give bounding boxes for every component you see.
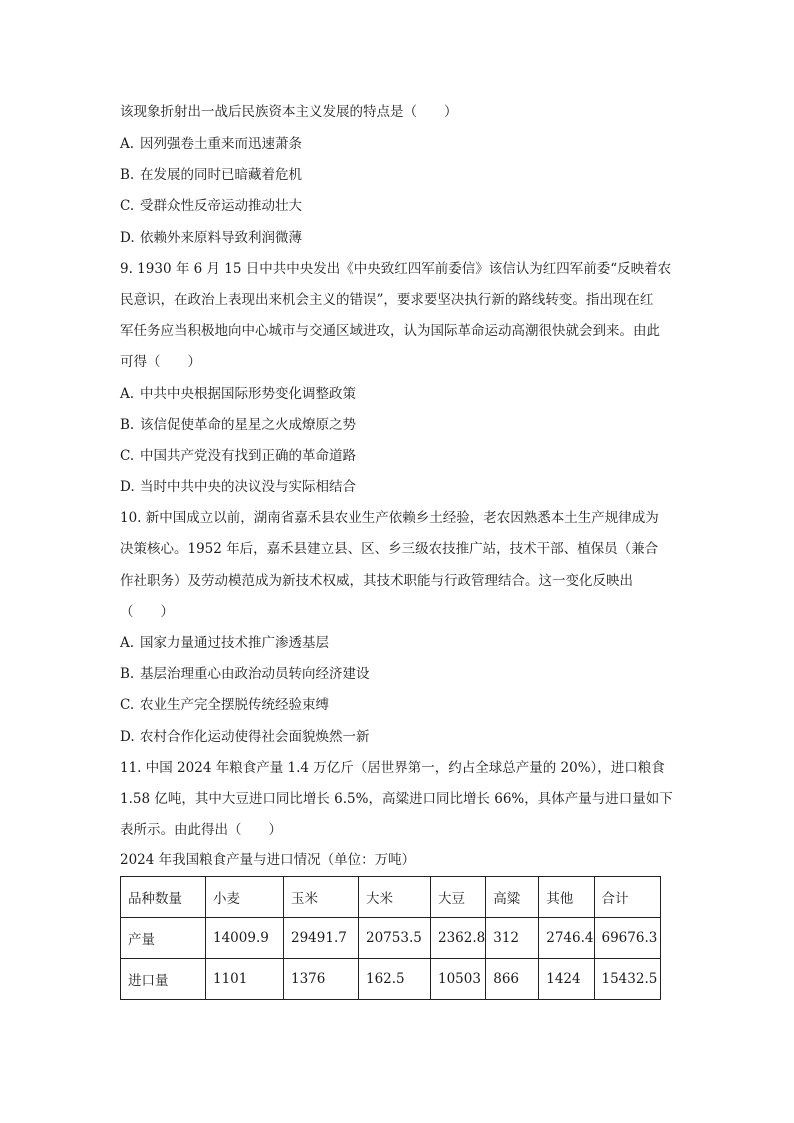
option-text: 依赖外来原料导致利润微薄	[140, 230, 302, 246]
option-text: 该信促使革命的星星之火成燎原之势	[140, 417, 356, 433]
option-letter: B.	[120, 666, 135, 682]
table-cell: 进口量	[121, 959, 206, 1000]
table-cell: 15432.5	[594, 959, 660, 1000]
table-cell: 312	[486, 918, 539, 959]
q9-stem-line: 军任务应当积极地向中心城市与交通区域进攻，认为国际革命运动高潮很快就会到来。由此	[120, 323, 660, 339]
table-cell: 162.5	[359, 959, 431, 1000]
table-header-cell: 高粱	[486, 877, 539, 918]
table-header-cell: 合计	[594, 877, 660, 918]
q9-option-d[interactable]	[120, 477, 356, 497]
table-cell: 10503	[431, 959, 486, 1000]
q8-option-a[interactable]	[120, 134, 302, 154]
table-header-cell: 其他	[539, 877, 594, 918]
q8-option-c[interactable]	[120, 196, 302, 216]
q10-option-c[interactable]	[120, 695, 329, 715]
q9-option-b[interactable]	[120, 415, 356, 435]
q10-stem-line: （ ）	[120, 604, 174, 620]
option-text: 在发展的同时已暗藏着危机	[140, 167, 302, 183]
option-text: 受群众性反帝运动推动壮大	[140, 198, 302, 214]
option-letter: B.	[120, 167, 135, 183]
option-text: 农村合作化运动使得社会面貌焕然一新	[140, 729, 370, 745]
table-cell: 产量	[121, 918, 206, 959]
table-row	[121, 918, 661, 959]
q8-option-d[interactable]	[120, 228, 302, 248]
table-cell: 2362.8	[431, 918, 486, 959]
option-letter: D.	[120, 479, 135, 495]
option-text: 农业生产完全摆脱传统经验束缚	[140, 697, 329, 713]
option-letter: D.	[120, 729, 135, 745]
option-letter: A.	[120, 386, 135, 402]
option-letter: B.	[120, 417, 135, 433]
table-row	[121, 959, 661, 1000]
q10-stem-line: 作社职务）及劳动模范成为新技术权威，其技术职能与行政管理结合。这一变化反映出	[120, 573, 633, 589]
q10-option-d[interactable]	[120, 727, 370, 747]
q10-option-b[interactable]	[120, 664, 370, 684]
q11-stem-line: 1.58 亿吨，其中大豆进口同比增长 6.5%，高粱进口同比增长 66%，具体产量与进口量如下	[120, 791, 673, 807]
option-text: 中共中央根据国际形势变化调整政策	[140, 386, 356, 402]
q9-option-a[interactable]	[120, 384, 356, 404]
option-letter: C.	[120, 198, 135, 214]
option-text: 中国共产党没有找到正确的革命道路	[140, 448, 356, 464]
q10-stem-line: 10. 新中国成立以前，湖南省嘉禾县农业生产依赖乡土经验，老农因熟悉本土生产规律成为	[120, 510, 659, 526]
q8-stem: 该现象折射出一战后民族资本主义发展的特点是（ ）	[120, 104, 458, 120]
table-cell: 1101	[206, 959, 284, 1000]
table-header-cell: 玉米	[284, 877, 359, 918]
option-text: 国家力量通过技术推广渗透基层	[140, 635, 329, 651]
q9-stem-line: 可得（ ）	[120, 354, 201, 370]
q9-option-c[interactable]	[120, 446, 356, 466]
option-text: 基层治理重心由政治动员转向经济建设	[140, 666, 370, 682]
q9-stem-line: 9. 1930 年 6 月 15 日中共中央发出《中央致红四军前委信》该信认为红四军前委“反映着农	[120, 261, 672, 277]
table-cell: 866	[486, 959, 539, 1000]
table-header-cell: 品种数量	[121, 877, 206, 918]
option-text: 当时中共中央的决议没与实际相结合	[140, 479, 356, 495]
option-letter: D.	[120, 230, 135, 246]
q11-stem-line: 表所示。由此得出（ ）	[120, 822, 282, 838]
table-cell: 29491.7	[284, 918, 359, 959]
table-header-cell: 大米	[359, 877, 431, 918]
option-letter: A.	[120, 136, 135, 152]
table-cell: 1376	[284, 959, 359, 1000]
table-header-cell: 大豆	[431, 877, 486, 918]
q10-option-a[interactable]	[120, 633, 329, 653]
table-cell: 14009.9	[206, 918, 284, 959]
table-cell: 20753.5	[359, 918, 431, 959]
q11-stem-line: 11. 中国 2024 年粮食产量 1.4 万亿斤（居世界第一，约占全球总产量的 20%），进口粮食	[120, 760, 665, 776]
table-cell: 2746.4	[539, 918, 594, 959]
option-letter: C.	[120, 448, 135, 464]
table-header-cell: 小麦	[206, 877, 284, 918]
q8-option-b[interactable]	[120, 165, 302, 185]
table-cell: 69676.3	[594, 918, 660, 959]
option-text: 因列强卷土重来而迅速萧条	[140, 136, 302, 152]
q10-stem-line: 决策核心。1952 年后，嘉禾县建立县、区、乡三级农技推广站，技术干部、植保员（兼合	[120, 541, 659, 557]
table-header-row	[121, 877, 661, 918]
grain-table	[120, 876, 661, 1000]
option-letter: A.	[120, 635, 135, 651]
q9-stem-line: 民意识，在政治上表现出来机会主义的错误”，要求要坚决执行新的路线转变。指出现在红	[120, 292, 654, 308]
table-title: 2024 年我国粮食产量与进口情况（单位：万吨）	[120, 852, 416, 868]
option-letter: C.	[120, 697, 135, 713]
table-cell: 1424	[539, 959, 594, 1000]
